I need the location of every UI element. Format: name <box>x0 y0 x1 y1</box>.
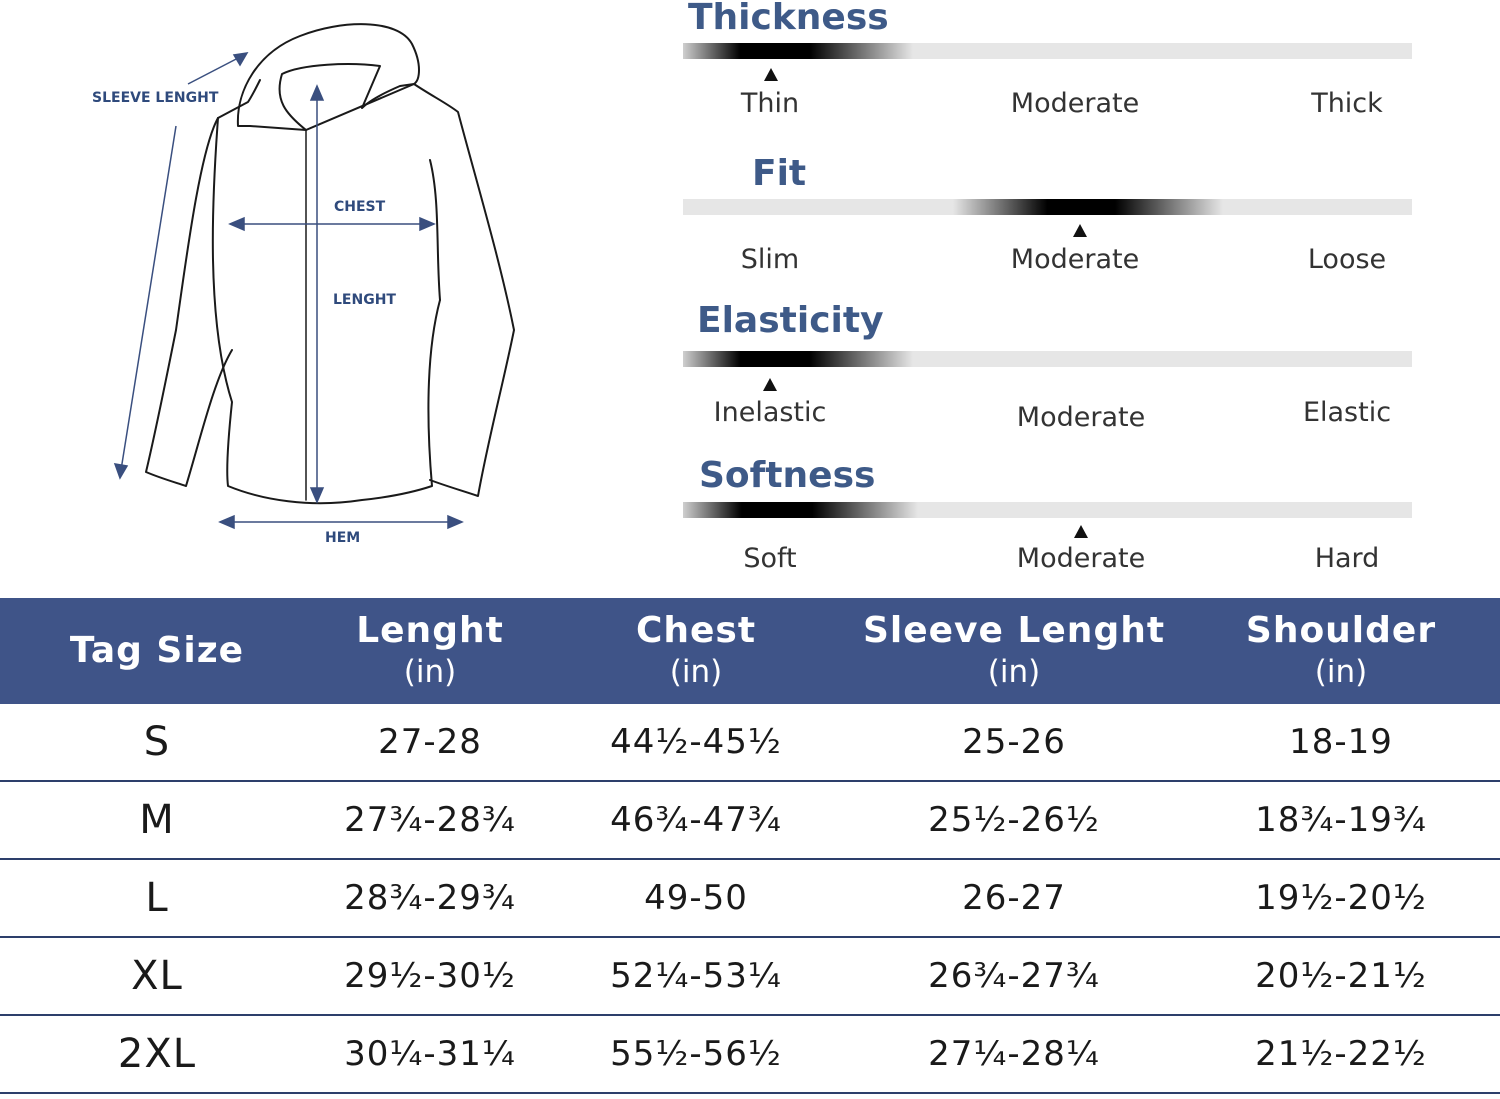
fit-scale-bar <box>683 199 1412 215</box>
header-sleeve-length <box>846 598 1182 704</box>
shoulder-cell: 20½-21½ <box>1182 937 1500 1015</box>
header-chest-unit: (in) <box>669 654 723 690</box>
header-tag-size-label: Tag Size <box>69 630 245 671</box>
thickness-scale-bar <box>683 43 1412 59</box>
elasticity-option-moderate: Moderate <box>1016 402 1146 433</box>
elasticity-scale-bar <box>683 351 1412 367</box>
shoulder-cell: 19½-20½ <box>1182 859 1500 937</box>
header-length <box>314 598 546 704</box>
header-length-unit: (in) <box>403 654 457 690</box>
softness-option-moderate: Moderate <box>1016 543 1146 574</box>
chest-cell: 52¼-53¼ <box>546 937 846 1015</box>
thickness-option-moderate: Moderate <box>1010 88 1140 119</box>
table-row <box>0 937 1500 1015</box>
chest-cell: 44½-45½ <box>546 704 846 781</box>
header-chest-label: Chest <box>635 610 757 651</box>
tag-size-cell: L <box>0 859 314 937</box>
length-cell: 28¾-29¾ <box>314 859 546 937</box>
sleeve-length-cell: 26¾-27¾ <box>846 937 1182 1015</box>
fit-option-loose: Loose <box>1307 244 1387 275</box>
header-tag-size <box>0 598 314 704</box>
sleeve-length-cell: 26-27 <box>846 859 1182 937</box>
elasticity-option-inelastic: Inelastic <box>713 397 827 428</box>
tag-size-cell: M <box>0 781 314 859</box>
length-label: LENGHT <box>333 292 396 308</box>
header-shoulder-unit: (in) <box>1314 654 1368 690</box>
table-row <box>0 1015 1500 1093</box>
softness-scale-fill <box>683 502 918 518</box>
chest-cell: 46¾-47¾ <box>546 781 846 859</box>
header-shoulder-label: Shoulder <box>1245 610 1437 651</box>
thickness-pointer-icon <box>764 68 778 81</box>
table-row <box>0 859 1500 937</box>
jacket-measurement-diagram <box>0 0 620 590</box>
thickness-option-thin: Thin <box>740 88 800 119</box>
fit-title: Fit <box>752 153 807 194</box>
size-chart-table <box>0 598 1500 1094</box>
length-cell: 29½-30½ <box>314 937 546 1015</box>
header-shoulder <box>1182 598 1500 704</box>
tag-size-cell: S <box>0 704 314 781</box>
thickness-scale-fill <box>683 43 913 59</box>
sleeve-length-cell: 25-26 <box>846 704 1182 781</box>
table-row <box>0 704 1500 781</box>
shoulder-cell: 18-19 <box>1182 704 1500 781</box>
softness-option-soft: Soft <box>743 543 797 574</box>
sleeve-length-cell: 27¼-28¼ <box>846 1015 1182 1093</box>
softness-scale-bar <box>683 502 1412 518</box>
chest-cell: 49-50 <box>546 859 846 937</box>
fit-option-moderate: Moderate <box>1010 244 1140 275</box>
sleeve-length-cell: 25½-26½ <box>846 781 1182 859</box>
header-sleeve-length-label: Sleeve Lenght <box>862 610 1166 651</box>
tag-size-cell: XL <box>0 937 314 1015</box>
softness-option-hard: Hard <box>1314 543 1380 574</box>
header-sleeve-length-unit: (in) <box>987 654 1041 690</box>
hem-label: HEM <box>325 530 361 546</box>
length-cell: 30¼-31¼ <box>314 1015 546 1093</box>
tag-size-cell: 2XL <box>0 1015 314 1093</box>
softness-title: Softness <box>699 455 876 496</box>
chest-label: CHEST <box>334 199 386 215</box>
shoulder-cell: 21½-22½ <box>1182 1015 1500 1093</box>
softness-pointer-icon <box>1074 525 1088 538</box>
thickness-option-thick: Thick <box>1311 88 1383 119</box>
elasticity-pointer-icon <box>763 378 777 391</box>
elasticity-option-elastic: Elastic <box>1302 397 1392 428</box>
length-cell: 27¾-28¾ <box>314 781 546 859</box>
fit-scale-fill <box>953 199 1223 215</box>
fit-pointer-icon <box>1073 224 1087 237</box>
elasticity-scale-fill <box>683 351 913 367</box>
elasticity-title: Elasticity <box>697 300 884 341</box>
table-row <box>0 781 1500 859</box>
jacket-outline-illustration <box>0 0 620 590</box>
header-length-label: Lenght <box>356 610 504 651</box>
fit-option-slim: Slim <box>740 244 800 275</box>
chest-cell: 55½-56½ <box>546 1015 846 1093</box>
length-cell: 27-28 <box>314 704 546 781</box>
table-header-row <box>0 598 1500 704</box>
thickness-title: Thickness <box>688 0 889 38</box>
header-chest <box>546 598 846 704</box>
shoulder-cell: 18¾-19¾ <box>1182 781 1500 859</box>
sleeve-length-label: SLEEVE LENGHT <box>92 90 219 106</box>
